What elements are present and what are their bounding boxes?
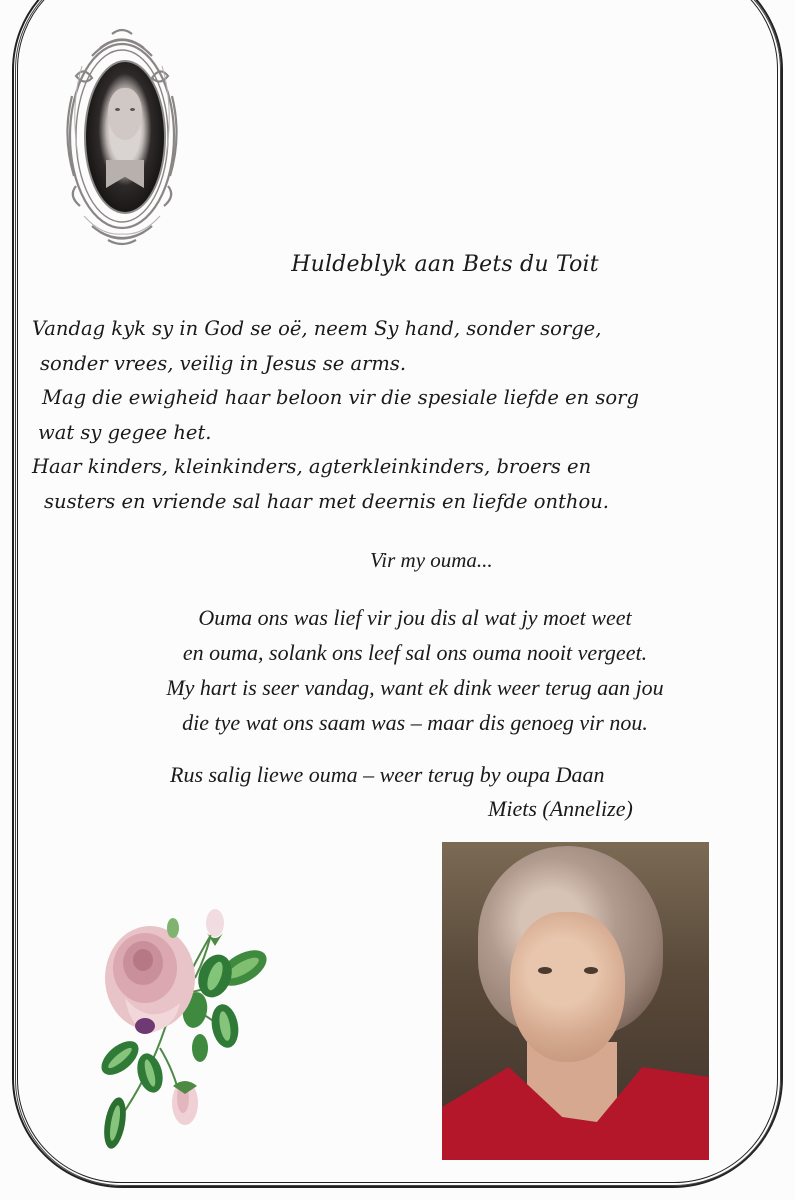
poem-line: die tye wat ons saam was – maar dis genoeg vir nou.: [182, 710, 648, 735]
portrait-collar: [106, 160, 144, 188]
photo-eye-right: [584, 967, 598, 974]
oval-portrait-photo: [84, 60, 166, 214]
tribute-line: Haar kinders, kleinkinders, agterkleinkinders, broers en: [32, 455, 592, 478]
poem-line: Ouma ons was lief vir jou dis al wat jy moet weet: [198, 605, 632, 630]
photo-face: [510, 912, 625, 1062]
portrait-eyes: [115, 108, 135, 111]
signature: Miets (Annelize): [488, 796, 633, 821]
tribute-line: sonder vrees, veilig in Jesus se arms.: [40, 351, 407, 375]
poem-heading: Vir my ouma...: [370, 548, 493, 572]
photo-eye-left: [538, 967, 552, 974]
poem-line: My hart is seer vandag, want ek dink weer terug aan jou: [166, 675, 664, 700]
tribute-line: Vandag kyk sy in God se oë, neem Sy hand, sonder sorge,: [32, 317, 602, 340]
tribute-line: wat sy gegee het.: [38, 420, 212, 444]
framed-portrait: [62, 26, 182, 248]
rose-icon: [65, 898, 295, 1168]
poem: [90, 600, 740, 740]
poem-line: en ouma, solank ons leef sal ons ouma nooit vergeet.: [182, 640, 648, 665]
tribute-line: Mag die ewigheid haar beloon vir die spesiale liefde en sorg: [42, 386, 639, 409]
color-portrait-photo: [442, 842, 709, 1160]
tribute-text: [32, 312, 772, 519]
portrait-face: [108, 88, 142, 140]
tribute-line: susters en vriende sal haar met deernis en liefde onthou.: [44, 489, 609, 513]
poem-closing: Rus salig liewe ouma – weer terug by oupa Daan: [170, 762, 605, 787]
page-title: Huldeblyk aan Bets du Toit: [291, 252, 599, 277]
